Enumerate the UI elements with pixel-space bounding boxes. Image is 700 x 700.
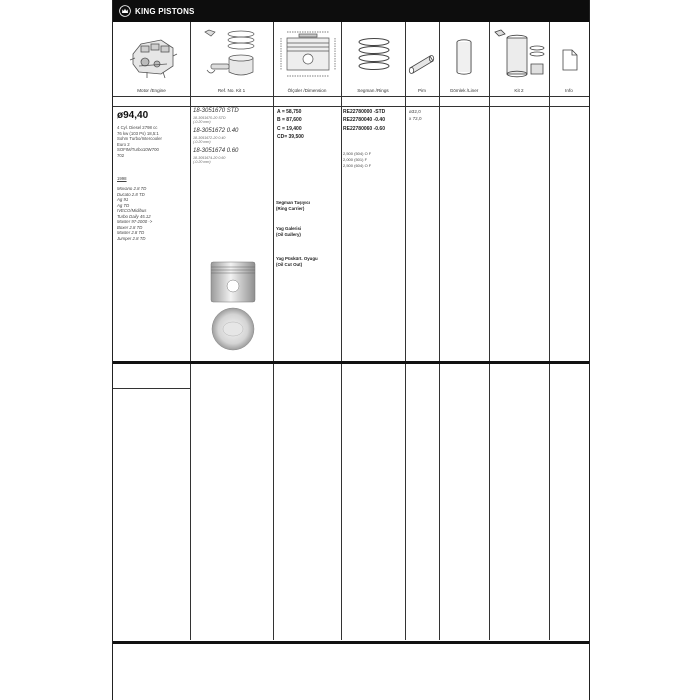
refkit-list: 18-3051670 STD 18-3051670-20 STD (-0.20 mm) 18-3051672 0.40 18-3051672-20 0.40 (-0.20 mm) 18-3051674 0.60 18-3051674-20 0.60 (-0.20 mm) <box>193 108 239 164</box>
column-header-refkit: Ref. No. Kit 1 <box>217 88 246 93</box>
feature-oil-cut-out: Yag Püskürt. Oyugu (Oil Cut Out) <box>276 256 318 267</box>
column-divider <box>489 22 490 640</box>
row-divider <box>113 388 190 389</box>
column-header-engine: Motor /Engine <box>137 88 166 93</box>
column-divider <box>439 22 440 640</box>
column-divider <box>549 22 550 640</box>
wrist-pin-icon <box>407 26 437 84</box>
pin-dimensions: ø32,0 x 72,0 <box>409 109 422 121</box>
column-divider <box>405 22 406 640</box>
header-bar <box>113 0 589 22</box>
column-header-rings: Segman /Rings <box>357 88 389 93</box>
model-year: 1998 <box>117 176 127 181</box>
section-divider <box>113 641 589 644</box>
piston-dimension-icon <box>277 26 339 84</box>
column-header-pim: Pim <box>418 88 426 93</box>
piston-liner-kit-icon <box>491 26 547 84</box>
column-divider <box>341 22 342 640</box>
engine-block-icon <box>127 26 179 84</box>
crown-icon <box>119 5 131 17</box>
column-header-info: Info <box>565 88 573 93</box>
column-header-liner: Gömlek /Liner <box>449 88 479 93</box>
brand-logo <box>119 4 195 18</box>
column-header-kit2: Kit 2 <box>514 88 524 93</box>
piston-rings-icon <box>349 26 399 84</box>
header-divider <box>113 96 589 97</box>
column-divider <box>190 22 191 640</box>
cylinder-liner-icon <box>449 26 479 84</box>
feature-oil-gallery: Yag Galerisi (Oil Gallery) <box>276 226 302 237</box>
piston-photo-icon <box>205 258 261 354</box>
column-divider <box>273 22 274 640</box>
ring-sizes: 2,500 (504) O F 2,000 (501) F 2,500 (604) O F <box>343 151 372 168</box>
bore-diameter: ø94,40 <box>117 110 149 121</box>
document-icon <box>559 26 581 84</box>
brand-name: KING PISTONS <box>135 6 195 16</box>
piston-kit-icon <box>201 26 267 84</box>
dimension-values: A = 58,750 B = 87,600 C = 19,400 CD= 39,500 <box>277 109 304 141</box>
section-divider <box>113 361 589 364</box>
ring-codes: RE22780000 -STD RE22780040 -0.40 RE22780060 -0.60 <box>343 109 386 132</box>
vehicle-list: Movano 2.8 TD Ducato 2.8 TD Ag 91 Ag TD IVECO/Midibus Turbo Daily 45.12 Master 97-2000 -> Boxer 2.8 TD Master 2.8 TD Jumper 2.8 TD <box>117 186 153 241</box>
feature-ring-carrier: Segman Taşıyıcı (Ring Carrier) <box>276 200 311 211</box>
column-header-dimension: Ölçüler /Dimension <box>287 88 327 93</box>
catalog-sheet <box>112 0 590 700</box>
header-divider <box>113 106 589 107</box>
engine-spec: 4 Cyl. Diesel 2798 cc 76 kw (103 Ps) 18,5:1 Sohm Turbo/Intercooler Euro 2 SOFIM/Turbo10W700 702 <box>117 125 162 158</box>
